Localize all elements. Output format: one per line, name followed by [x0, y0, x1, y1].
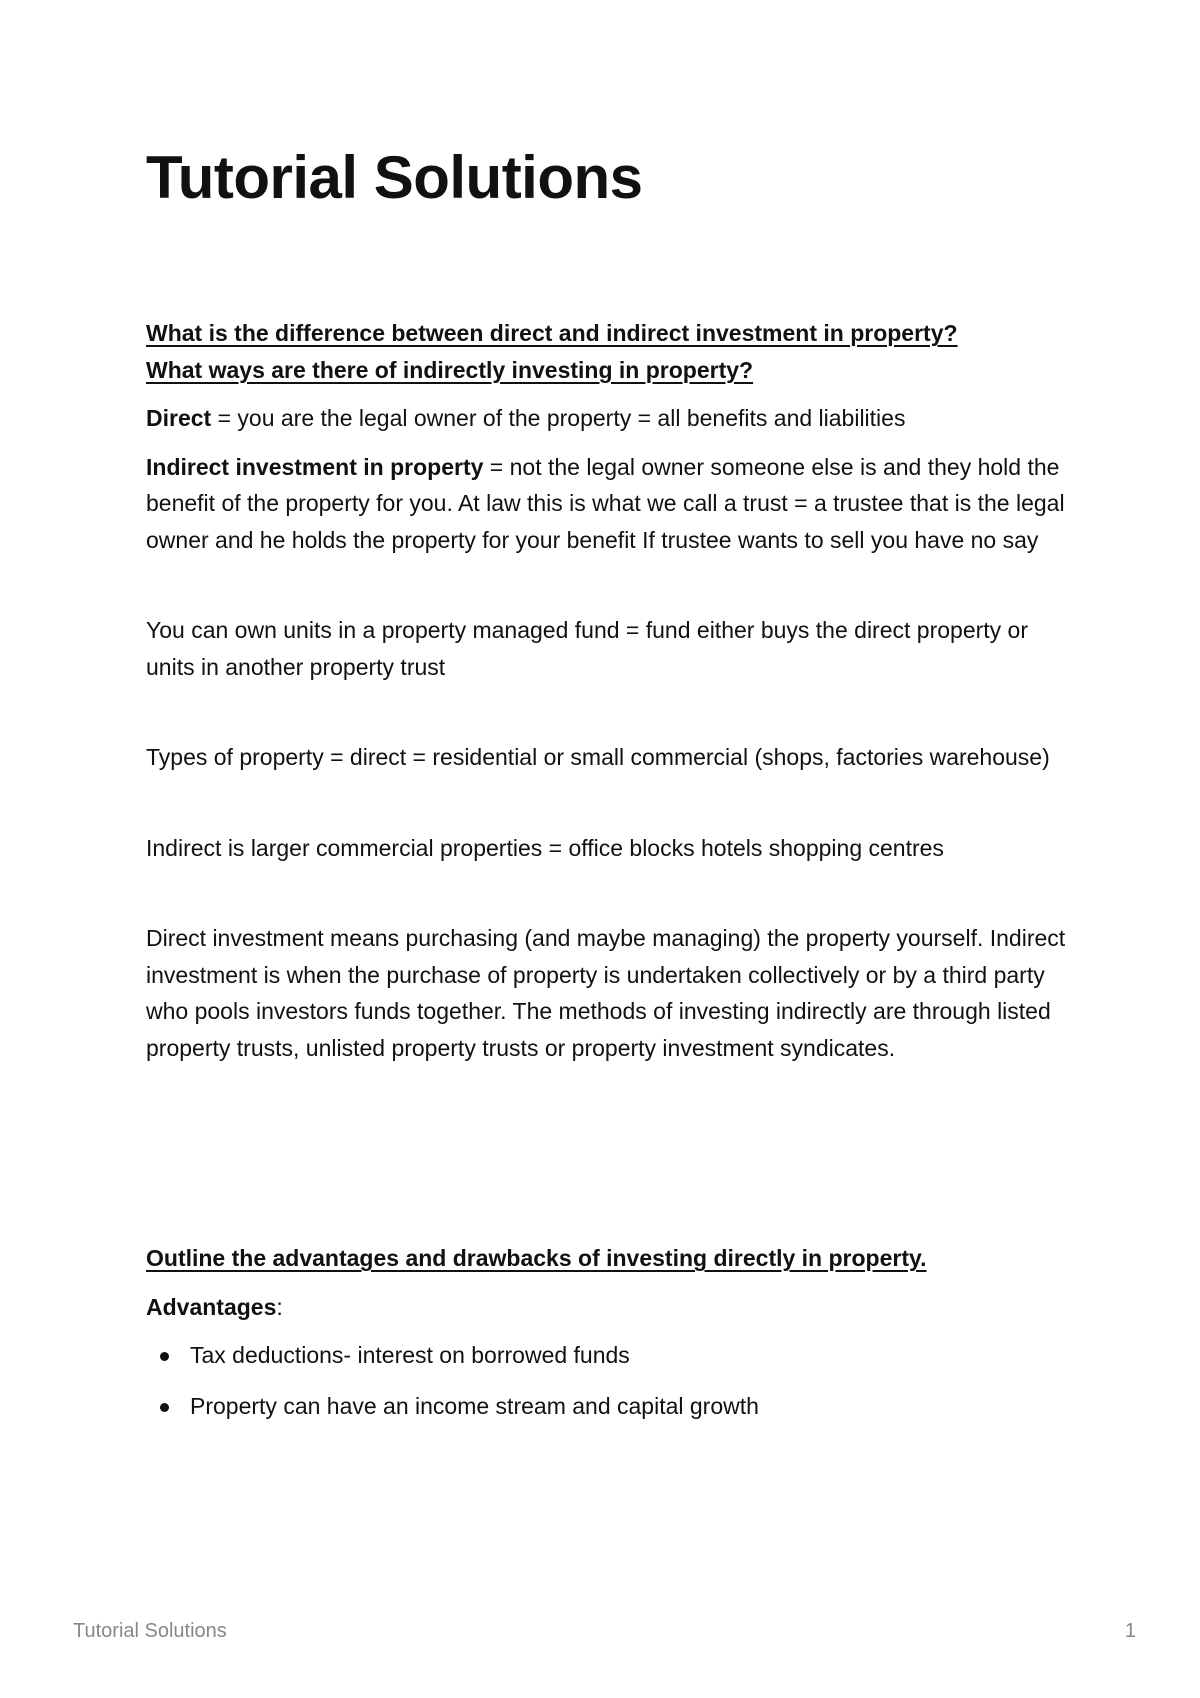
advantages-label: Advantages [146, 1293, 277, 1320]
summary-paragraph: Direct investment means purchasing (and maybe managing) the property yourself. Indirect investment is when the purchase of property is undertaken collectively or by a third party who pools investors funds together. The methods of investing indirectly are through listed property trusts, unlisted property trusts or property investment syndicates. [146, 925, 1066, 1061]
list-item [146, 1337, 1066, 1374]
indirect-larger-paragraph: Indirect is larger commercial properties = office blocks hotels shopping centres [146, 834, 944, 861]
advantages-list [146, 1337, 1066, 1424]
units-paragraph: You can own units in a property managed fund = fund either buys the direct property or units in another property trust [146, 617, 1029, 680]
question-1-line-1: What is the difference between direct and indirect investment in property? [146, 320, 958, 346]
question-1-line-2: What ways are there of indirectly investing in property? [146, 356, 754, 383]
indirect-definition [146, 449, 1066, 559]
direct-text: = you are the legal owner of the property = all benefits and liabilities [211, 405, 906, 431]
direct-label: Direct [146, 405, 212, 431]
indirect-text: = not the legal owner someone else is and they hold the benefit of the property for you. At law this is what we call a trust = a trustee that is the legal owner and he holds the property for your benefit If trustee wants to sell you have no say [146, 453, 1065, 553]
question-2: Outline the advantages and drawbacks of investing directly in property. [146, 1245, 927, 1271]
bullet-icon [160, 1403, 169, 1412]
page-number: 1 [1124, 1620, 1136, 1642]
document-body [146, 315, 1066, 1438]
indirect-label: Indirect investment in property [146, 453, 484, 480]
list-item-text: Tax deductions- interest on borrowed funds [190, 1342, 630, 1368]
types-paragraph: Types of property = direct = residential or small commercial (shops, factories warehouse) [146, 744, 1050, 770]
list-item-text: Property can have an income stream and capital growth [190, 1392, 759, 1419]
advantages-heading [146, 1289, 1066, 1326]
list-item [146, 1388, 1066, 1425]
footer-title: Tutorial Solutions [73, 1620, 227, 1642]
advantages-colon: : [276, 1293, 283, 1320]
bullet-icon [160, 1352, 169, 1361]
direct-definition [146, 400, 1066, 437]
page-title: Tutorial Solutions [146, 144, 643, 211]
